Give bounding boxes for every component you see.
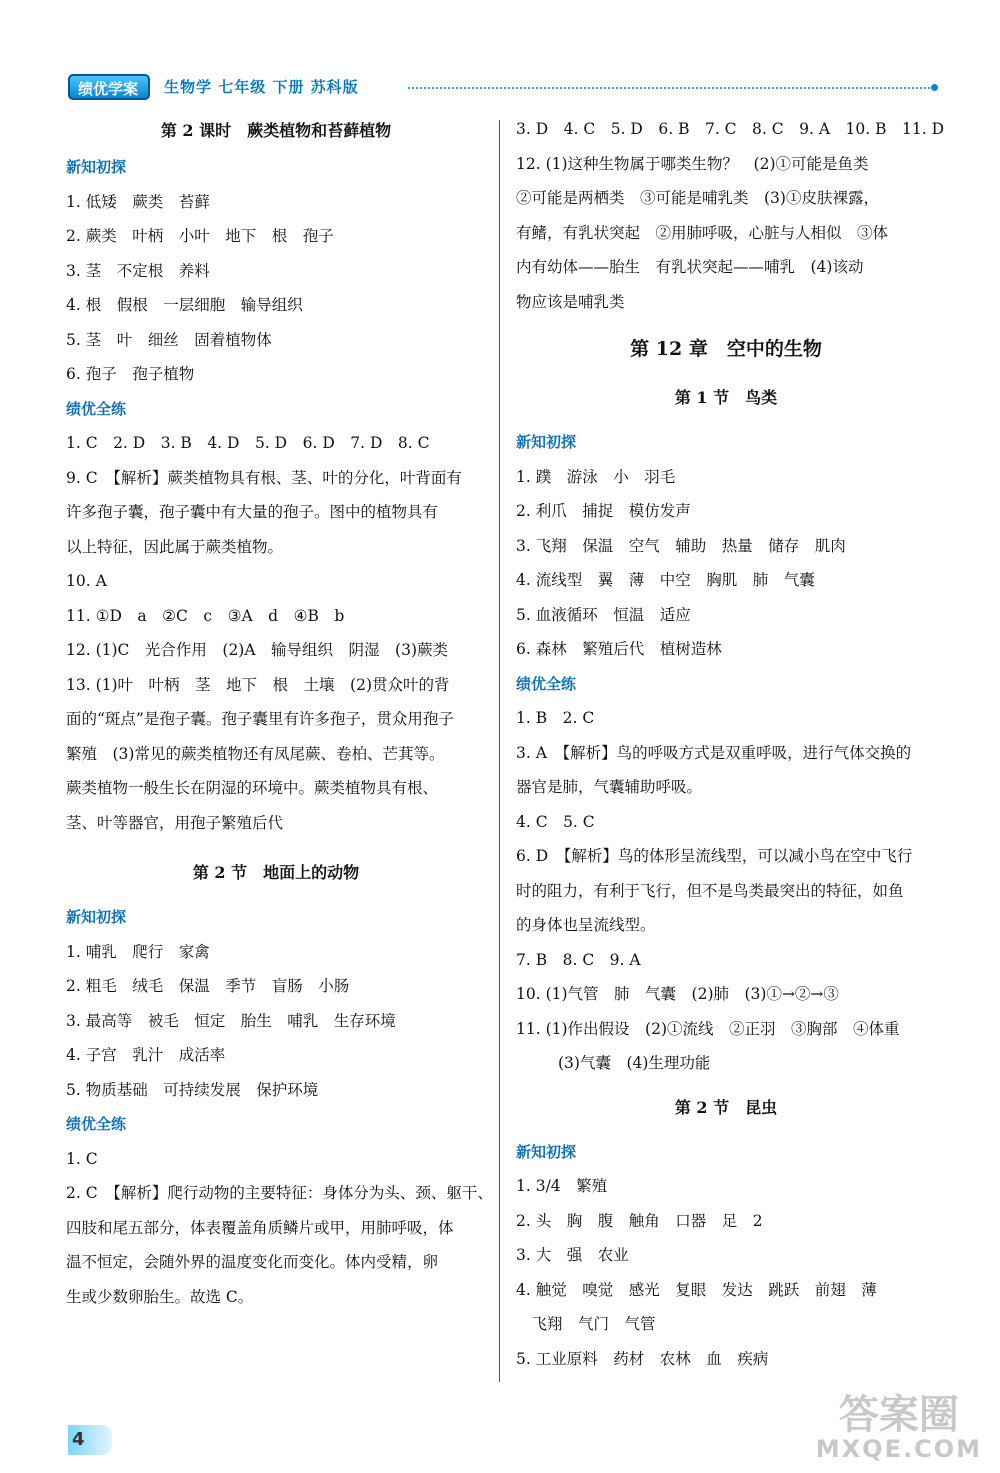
answer-line: 1. 低矮 蕨类 苔藓 [66, 192, 210, 211]
answer-line: 5. 工业原料 药材 农林 血 疾病 [516, 1349, 769, 1368]
answer-line: 13. (1)叶 叶柄 茎 地下 根 土壤 (2)贯众叶的背 [66, 675, 450, 694]
answer-line: 1. C [66, 1149, 98, 1168]
answer-line: 9. C 【解析】蕨类植物具有根、茎、叶的分化，叶背面有 [66, 468, 462, 487]
chapter-title: 第 12 章 空中的生物 [630, 338, 822, 360]
answer-line: 蕨类植物一般生长在阴湿的环境中。蕨类植物具有根、 [66, 779, 439, 797]
header-dot-icon [931, 84, 938, 91]
answer-line: 的身体也呈流线型。 [516, 916, 656, 934]
answer-line: 4. 根 假根 一层细胞 输导组织 [66, 296, 303, 314]
answer-line: 3. D 4. C 5. D 6. B 7. C 8. C 9. A 10. B 11. D [516, 120, 944, 138]
subsection-heading: 绩优全练 [66, 1115, 127, 1133]
answer-line: 6. 孢子 孢子植物 [66, 365, 195, 383]
watermark-url: MXQE.COM [815, 1435, 982, 1463]
answer-line: 10. (1)气管 肺 气囊 (2)肺 (3)①→②→③ [516, 985, 839, 1003]
answer-line: 物应该是哺乳类 [516, 292, 625, 311]
answer-line: 飞翔 气门 气管 [516, 1315, 656, 1333]
answer-line: 11. ①D a ②C c ③A d ④B b [66, 606, 345, 625]
answer-line: 5. 茎 叶 细丝 固着植物体 [66, 330, 272, 349]
answer-line: 11. (1)作出假设 (2)①流线 ②正羽 ③胸部 ④体重 [516, 1019, 900, 1038]
answer-line: 5. 血液循环 恒温 适应 [516, 605, 691, 624]
answer-line: 4. 流线型 翼 薄 中空 胸肌 肺 气囊 [516, 571, 815, 589]
section-title: 第 2 节 地面上的动物 [192, 863, 360, 882]
subsection-heading: 绩优全练 [66, 399, 127, 418]
answer-line: 4. 触觉 嗅觉 感光 复眼 发达 跳跃 前翅 薄 [516, 1280, 877, 1299]
section-title: 第 2 课时 蕨类植物和苔藓植物 [160, 121, 392, 140]
watermark-logo [815, 1392, 982, 1463]
answer-line: 2. C 【解析】爬行动物的主要特征：身体分为头、颈、躯干、 [66, 1184, 493, 1202]
subsection-heading: 新知初探 [516, 433, 577, 451]
answer-line: 3. 大 强 农业 [516, 1246, 629, 1264]
answer-line: 2. 利爪 捕捉 模仿发声 [516, 502, 691, 520]
answer-line: 生或少数卵胎生。故选 C。 [66, 1287, 254, 1306]
answer-line: 四肢和尾五部分，体表覆盖角质鳞片或甲，用肺呼吸，体 [66, 1218, 454, 1237]
answer-line: 内有幼体——胎生 有乳状突起——哺乳 (4)该动 [516, 258, 864, 276]
answer-line: 面的“斑点”是孢子囊。孢子囊里有许多孢子，贯众用孢子 [66, 710, 454, 728]
answer-line: 3. A 【解析】鸟的呼吸方式是双重呼吸，进行气体交换的 [516, 743, 912, 762]
answer-line: 有鳍，有乳状突起 ②用肺呼吸，心脏与人相似 ③体 [516, 223, 889, 242]
answer-line: 12. (1)这种生物属于哪类生物？ (2)①可能是鱼类 [516, 154, 869, 173]
answer-line: 器官是肺，气囊辅助呼吸。 [516, 778, 703, 796]
answer-line: 5. 物质基础 可持续发展 保护环境 [66, 1080, 319, 1099]
subsection-heading: 新知初探 [66, 908, 127, 926]
answer-line: 茎、叶等器官，用孢子繁殖后代 [66, 813, 284, 832]
spacer [516, 417, 936, 425]
answer-line: 许多孢子囊，孢子囊中有大量的孢子。图中的植物具有 [66, 503, 439, 521]
answer-line: 10. A [66, 572, 107, 590]
answer-line: 4. C 5. C [516, 812, 595, 831]
answer-line: (3)气囊 (4)生理功能 [558, 1054, 711, 1072]
answer-line: 2. 粗毛 绒毛 保温 季节 盲肠 小肠 [66, 977, 350, 995]
answer-line: 1. 3/4 繁殖 [516, 1177, 608, 1195]
watermark-title: 答案圈 [838, 1392, 959, 1438]
answer-line: 1. C 2. D 3. B 4. D 5. D 6. D 7. D 8. C [66, 434, 430, 452]
answer-line: 1. 蹼 游泳 小 羽毛 [516, 467, 676, 486]
column-divider [499, 120, 500, 1382]
subsection-heading: 绩优全练 [516, 674, 577, 693]
answer-line: 3. 最高等 被毛 恒定 胎生 哺乳 生存环境 [66, 1011, 396, 1030]
left-column [66, 112, 493, 1314]
subsection-heading: 新知初探 [516, 1142, 577, 1161]
spacer [516, 1081, 936, 1089]
page-number: 4 [68, 1425, 112, 1455]
answer-line: 以上特征，因此属于蕨类植物。 [66, 537, 284, 556]
section-title: 第 2 节 昆虫 [674, 1097, 778, 1117]
answer-line: 2. 蕨类 叶柄 小叶 地下 根 孢子 [66, 227, 334, 245]
series-logo: 绩优学案 [68, 74, 150, 100]
book-subtitle: 生物学 七年级 下册 苏科版 [164, 78, 359, 96]
answer-line: 6. D 【解析】鸟的体形呈流线型，可以减小鸟在空中飞行 [516, 847, 913, 865]
answer-line: 7. B 8. C 9. A [516, 950, 641, 969]
answer-line: ②可能是两栖类 ③可能是哺乳类 (3)①皮肤裸露， [516, 189, 879, 207]
answer-line: 3. 飞翔 保温 空气 辅助 热量 储存 肌肉 [516, 536, 846, 555]
spacer [66, 840, 486, 854]
spacer [66, 892, 486, 900]
answer-line: 3. 茎 不定根 养料 [66, 261, 210, 280]
subsection-heading: 新知初探 [66, 158, 127, 176]
answer-line: 1. 哺乳 爬行 家禽 [66, 942, 210, 961]
answer-line: 时的阻力，有利于飞行，但不是鸟类最突出的特征，如鱼 [516, 881, 904, 900]
spacer [516, 1127, 936, 1135]
answer-line: 1. B 2. C [516, 709, 595, 727]
answer-line: 4. 子宫 乳汁 成活率 [66, 1046, 226, 1064]
answer-line: 6. 森林 繁殖后代 植树造林 [516, 640, 722, 658]
section-title: 第 1 节 鸟类 [674, 388, 778, 407]
answer-line: 12. (1)C 光合作用 (2)A 输导组织 阴湿 (3)蕨类 [66, 641, 448, 659]
header-dotted-rule [408, 87, 930, 89]
answer-line: 温不恒定，会随外界的温度变化而变化。体内受精，卵 [66, 1253, 439, 1271]
answer-line: 繁殖 (3)常见的蕨类植物还有凤尾蕨、卷柏、芒萁等。 [66, 744, 445, 763]
page-header [68, 74, 938, 102]
right-column [516, 112, 944, 1376]
answer-line: 2. 头 胸 腹 触角 口器 足 2 [516, 1211, 763, 1230]
